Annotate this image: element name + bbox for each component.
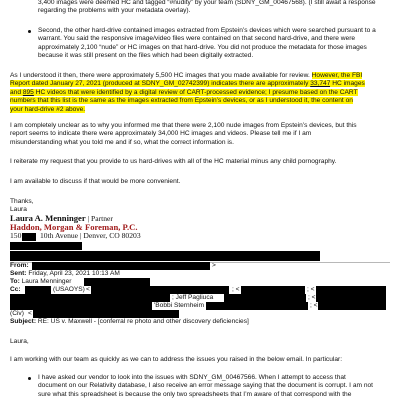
firm-address-tail: 10th Avenue | Denver, CO 80203 xyxy=(40,231,141,240)
redaction-bar xyxy=(32,262,210,270)
redaction-bar xyxy=(318,302,386,310)
underlined-number: 895 xyxy=(22,88,34,96)
redaction-bar xyxy=(91,286,229,294)
signature-name-line: Laura A. Menninger | Partner xyxy=(10,213,113,223)
request-paragraph: I reiterate my request that you provide to us hard-drives with all of the HC material minus any child pornography. xyxy=(10,158,337,165)
bullet1-tail: 3,400 images were deemed HC and tagged “#nudity” by your team (SDNY_GM_00467568). (I still await a response regarding the problems with your metadata overlay). xyxy=(38,0,376,15)
redaction-bar xyxy=(241,286,305,294)
clarification-paragraph: I am completely unclear as to why you informed me that there were 2,100 nude images from Epstein’s devices, but this report seems to indicate there were approximately 34,000 HC images and videos. Please tell me if I am misunderstanding what you told me and if so, what the correct information is. xyxy=(10,122,357,146)
header-civ: (Civ) xyxy=(10,310,24,317)
reply-intro: I am working with our team as quickly as we can to address the issues you raised in the below email. In particular: xyxy=(10,356,343,363)
bullet2-text: Second, the other hard-drive contained images extracted from Epstein’s devices which were searched pursuant to a warrant. You said the responsive image/video files were contained on that second hard-drive, and there were approximately 2,100 “nude” or HC images on that hard-drive. You did not produce the metadata for those images because it was still present on the files which had been digitally extracted. xyxy=(38,27,376,60)
redaction-bar xyxy=(10,294,170,302)
header-to: To: Laura Menninger xyxy=(10,278,72,285)
redaction-bar xyxy=(22,233,36,241)
underlined-number: 33,747 xyxy=(310,80,331,88)
redaction-bar xyxy=(10,302,152,310)
firm-name: Haddon, Morgan & Foreman, P.C. xyxy=(10,222,138,232)
redaction-bar xyxy=(206,302,308,310)
redaction-bar xyxy=(316,286,386,294)
redaction-bar xyxy=(10,242,82,250)
highlighted-text: Report dated January 27, 2021 (produced at SDNY_GM_02742399) indicates there are approximately xyxy=(10,80,311,88)
header-from: From: xyxy=(10,262,29,269)
reply-greeting: Laura, xyxy=(10,338,29,345)
bullet-marker xyxy=(28,377,31,380)
redaction-bar xyxy=(10,251,320,261)
bullet-marker xyxy=(28,30,31,33)
redaction-bar xyxy=(224,294,306,302)
highlighted-text: However, the FBI xyxy=(311,72,363,79)
firm-address: 150 xyxy=(10,231,22,240)
redaction-bar xyxy=(25,286,51,294)
signature-closing: Thanks, xyxy=(10,198,34,205)
redaction-bar xyxy=(316,294,386,302)
highlighted-text: numbers that this list is the same as the images extracted from Epstein’s devices, or as I understood it, the content on xyxy=(10,97,353,105)
email-document: 3,400 images were deemed HC and tagged “#nudity” by your team (SDNY_GM_00467568). (I still await a response regarding the problems with your metadata overlay). Second, the other hard-drive contained images extracted from Epstein’s devices which were searched pursuant to a warrant. You said the responsive image/video files were contained on that second hard-drive, and there were approximately 2,100 “nude” or HC images on that hard-drive. You did not produce the metadata for those images because it was still present on the files which had been digitally extracted. As I understood it then, there were approximately 5,500 HC images that you made available for review. However, the FBI Report dated January 27, 2021 (produced at SDNY_GM_02742399) indicates there are approximately 33,747 HC images and 895 HC videos that were identified by a digital review of CART-processed evidence; I presume based on the CART numbers that this list is the same as the images extracted from Epstein’s devices, or as I understood it, the content on your hard-drive #2 above. I am completely unclear as to why you informed me that there were 2,100 nude images from Epstein’s devices, but this report seems to indicate there were approximately 34,000 HC images and videos. Please tell me if I am misunderstanding what you told me and if so, what the correct information is. I reiterate my request that you provide to us hard-drives with all of the HC material minus any child pornography. I am available to discuss if that would be more convenient. Thanks, Laura Laura A. Menninger | Partner Haddon, Morgan & Foreman, P.C. 150 10th Avenue | Denver, CO 80203 From: > Sent: Friday, April 23, 2021 10:13 AM To: Laura Menninger Cc: (USAOYS) < ; < ; < ; Jeff Pagliuca ; < 'Bobbi Sternheim ; < (Civ) < Subject: RE: US v. Maxwell - [conferral re photo and other discovery deficiencies] Laura, I am working with our team as quickly as we can to address the issues you raised in the below email. In particular: I have asked our vendor to look into the issues with SDNY_GM_00467566. When I attempt to access that document on our Relativity database, I also receive an error message saying that the document is corrupt. I am not sure what this spreadsheet is because the only two spreadsheets that I’m aware of that correspond with the xyxy=(0,0,400,400)
reply-bullet1: I have asked our vendor to look into the issues with SDNY_GM_00467566. When I attempt to access that document on our Relativity database, I also receive an error message saying that the document is corrupt. I am not sure what this spreadsheet is because the only two spreadsheets that I’m aware of that correspond with the xyxy=(38,374,373,398)
signature-first-name: Laura xyxy=(10,206,27,213)
redaction-bar xyxy=(84,278,150,286)
redaction-bar xyxy=(33,310,179,318)
header-cc: Cc: xyxy=(10,286,21,293)
fbi-report-paragraph: As I understood it then, there were approximately 5,500 HC images that you made available for review. However, the FBI Report dated January 27, 2021 (produced at SDNY_GM_02742399) indicates there are approximately 33,747 HC images and 895 HC videos that were identified by a digital review of CART-processed evidence; I presume based on the CART numbers that this list is the same as the images extracted from Epstein’s devices, or as I understood it, the content on your hard-drive #2 above. xyxy=(10,72,365,113)
header-subject: Subject: RE: US v. Maxwell - [conferral re photo and other discovery deficiencies] xyxy=(10,318,249,325)
highlighted-text: your hard-drive #2 above. xyxy=(10,105,86,113)
availability-paragraph: I am available to discuss if that would be more convenient. xyxy=(10,178,181,185)
header-sent: Sent: Friday, April 23, 2021 10:13 AM xyxy=(10,270,120,277)
